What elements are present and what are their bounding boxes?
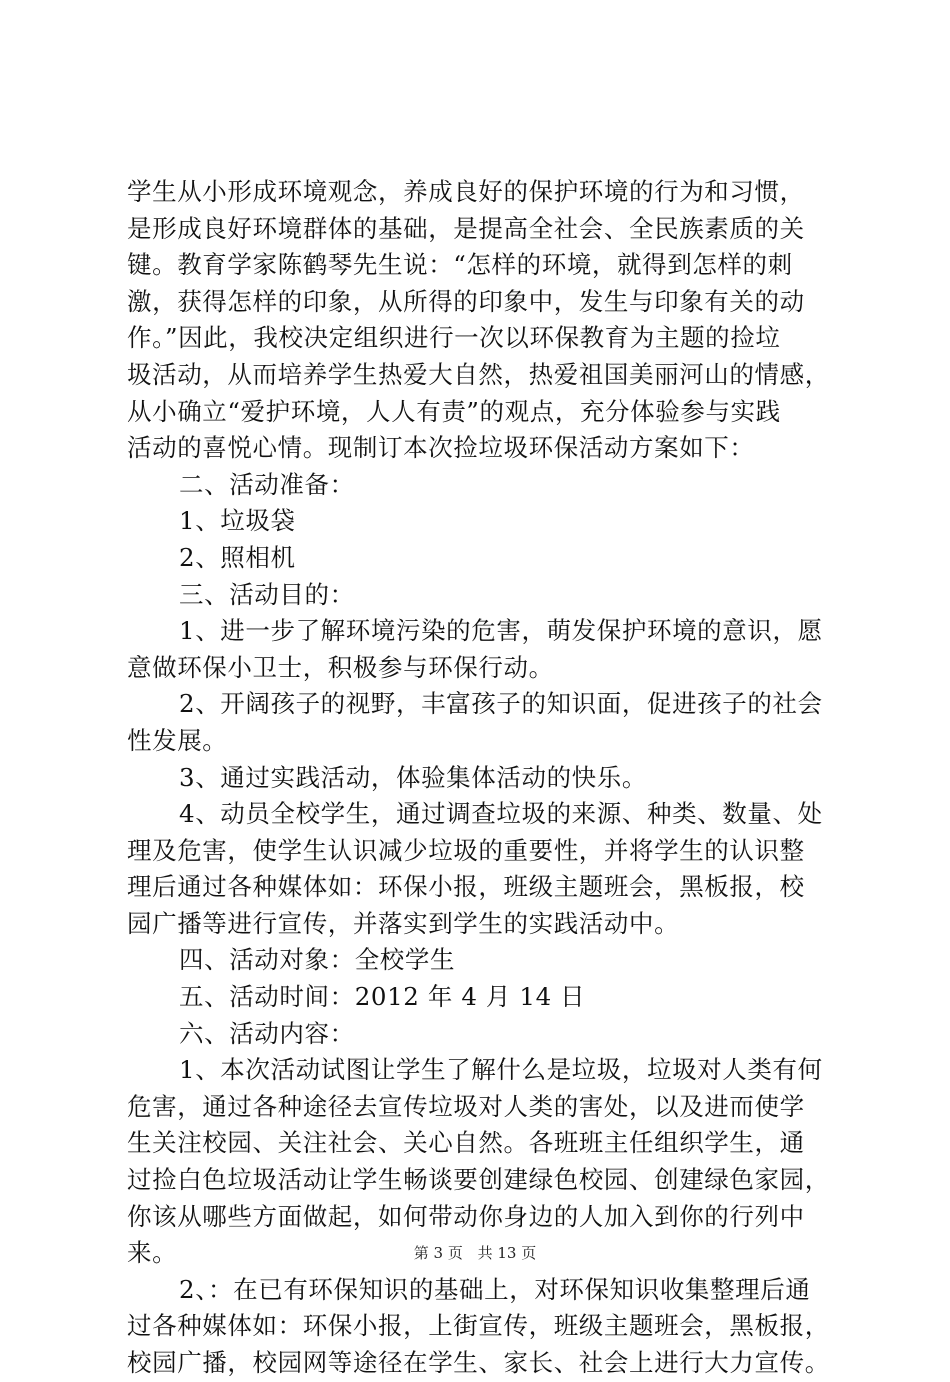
text-line: 来。 [127,1238,178,1268]
text-line: 激，获得怎样的印象，从所得的印象中，发生与印象有关的动 [127,286,805,316]
text-line: 生关注校园、关注社会、关心自然。各班班主任组织学生，通 [127,1128,805,1158]
text-line: 危害，通过各种途径去宣传垃圾对人类的害处，以及进而使学 [127,1091,805,1121]
text-line: 理后通过各种媒体如：环保小报，班级主题班会，黑板报，校 [127,872,805,902]
text-line: 键。教育学家陈鹤琴先生说：“怎样的环境，就得到怎样的刺 [127,250,793,280]
text-line: 校园广播，校园网等途径在学生、家长、社会上进行大力宣传。 [127,1348,830,1377]
page-number: 第 3 页 [413,1244,463,1262]
text-line: 性发展。 [127,725,228,755]
text-line: 五、活动时间：2012 年 4 月 14 日 [179,982,586,1012]
text-line: 三、活动目的： [179,579,355,609]
text-line: 你该从哪些方面做起，如何带动你身边的人加入到你的行列中 [127,1201,805,1231]
text-line: 过捡白色垃圾活动让学生畅谈要创建绿色校园、创建绿色家园， [127,1165,830,1195]
page-footer [0,1243,950,1263]
text-line: 是形成良好环境群体的基础，是提高全社会、全民族素质的关 [127,213,805,243]
text-line: 圾活动，从而培养学生热爱大自然，热爱祖国美丽河山的情感， [127,359,830,389]
text-line: 1、本次活动试图让学生了解什么是垃圾，垃圾对人类有何 [179,1055,823,1085]
document-body [127,174,842,1382]
text-line: 六、活动内容： [179,1018,355,1048]
text-line: 意做环保小卫士，积极参与环保行动。 [127,652,554,682]
text-line: 2、照相机 [179,542,296,572]
text-line: 过各种媒体如：环保小报，上街宣传，班级主题班会，黑板报， [127,1311,830,1341]
text-line: 从小确立“爱护环境，人人有责”的观点，充分体验参与实践 [127,396,781,426]
text-line: 二、活动准备： [179,469,355,499]
text-line: 学生从小形成环境观念，养成良好的保护环境的行为和习惯， [127,177,805,206]
text-line: 3、通过实践活动，体验集体活动的快乐。 [179,762,647,792]
text-line: 理及危害，使学生认识减少垃圾的重要性，并将学生的认识整 [127,835,805,865]
text-line: 1、进一步了解环境污染的危害，萌发保护环境的意识，愿 [179,616,823,646]
text-line: 2、开阔孩子的视野，丰富孩子的知识面，促进孩子的社会 [179,689,823,719]
text-line: 1、垃圾袋 [179,506,296,536]
text-line: 作。”因此，我校决定组织进行一次以环保教育为主题的捡垃 [127,323,781,353]
text-line: 四、活动对象：全校学生 [179,945,456,975]
text-line: 活动的喜悦心情。现制订本次捡垃圾环保活动方案如下： [127,433,755,463]
text-line: 4、动员全校学生，通过调查垃圾的来源、种类、数量、处 [179,799,823,829]
text-line: 2、：在已有环保知识的基础上，对环保知识收集整理后通 [179,1274,811,1304]
page-total: 共 13 页 [477,1244,537,1262]
text-line: 园广播等进行宣传，并落实到学生的实践活动中。 [127,908,680,938]
